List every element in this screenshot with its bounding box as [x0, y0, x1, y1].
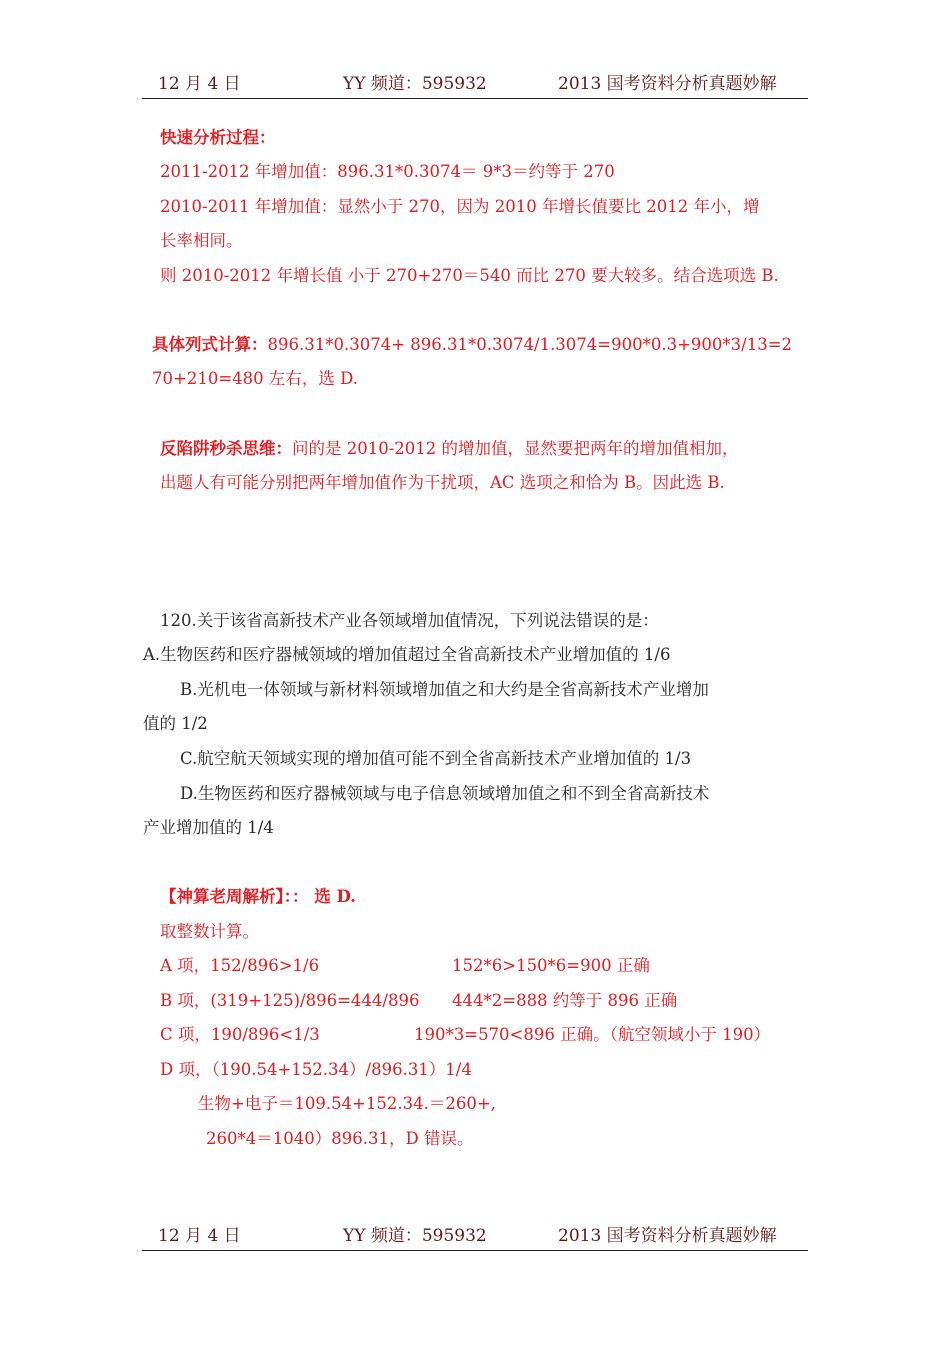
- calculation-line: 70+210=480 左右，选 D.: [152, 369, 359, 388]
- page-footer: [142, 1216, 808, 1251]
- analysis-heading: 【神算老周解析】：：: [160, 887, 309, 906]
- option-c: C.航空航天领域实现的增加值可能不到全省高新技术产业增加值的 1/3: [180, 749, 692, 768]
- option-a: A.生物医药和医疗器械领域的增加值超过全省高新技术产业增加值的 1/6: [143, 645, 671, 664]
- option-b: B.光机电一体领域与新材料领域增加值之和大约是全省高新技术产业增加: [180, 680, 709, 699]
- analysis-heading-line: [160, 885, 356, 909]
- analysis-item-c-check: 190*3=570<896 正确。（航空领域小于 190）: [414, 1025, 771, 1044]
- trap-heading: 反陷阱秒杀思维：: [160, 439, 292, 458]
- header-date: 12 月 4 日: [158, 74, 241, 94]
- option-d: D.生物医药和医疗器械领域与电子信息领域增加值之和不到全省高新技术: [180, 784, 710, 803]
- quick-analysis-line: 则 2010-2012 年增长值 小于 270+270＝540 而比 270 要大较多。结合选项选 B.: [160, 266, 779, 285]
- quick-analysis-heading: 快速分析过程：: [160, 128, 276, 147]
- question-stem: 120.关于该省高新技术产业各领域增加值情况，下列说法错误的是：: [160, 611, 659, 630]
- calculation-heading: 具体列式计算：: [152, 335, 268, 354]
- footer-date: 12 月 4 日: [158, 1226, 241, 1246]
- footer-title: 2013 国考资料分析真题妙解: [558, 1226, 777, 1246]
- trap-line: [160, 437, 739, 461]
- trap-text: 问的是 2010-2012 的增加值，显然要把两年的增加值相加，: [292, 439, 739, 458]
- calculation-line: [152, 333, 792, 357]
- analysis-item-d-detail: 260*4＝1040）896.31，D 错误。: [206, 1129, 474, 1148]
- analysis-intro: 取整数计算。: [160, 922, 259, 941]
- quick-analysis-line: 2010-2011 年增加值：显然小于 270，因为 2010 年增长值要比 2012 年小，增: [160, 197, 760, 216]
- header-title: 2013 国考资料分析真题妙解: [558, 74, 777, 94]
- analysis-item-a: A 项，152/896>1/6: [160, 956, 320, 975]
- header-yy-channel: YY 频道：595932: [343, 74, 487, 94]
- analysis-item-b: B 项，(319+125)/896=444/896: [160, 991, 420, 1010]
- analysis-item-d-detail: 生物+电子＝109.54+152.34.＝260+,: [198, 1094, 496, 1113]
- analysis-item-d: D 项，（190.54+152.34）/896.31）1/4: [160, 1060, 472, 1079]
- analysis-item-b-check: 444*2=888 约等于 896 正确: [452, 991, 678, 1010]
- page-header: [142, 64, 808, 99]
- footer-yy-channel: YY 频道：595932: [343, 1226, 487, 1246]
- analysis-item-a-check: 152*6>150*6=900 正确: [452, 956, 650, 975]
- trap-line: 出题人有可能分别把两年增加值作为干扰项，AC 选项之和恰为 B。因此选 B.: [160, 473, 725, 492]
- analysis-item-c: C 项，190/896<1/3: [160, 1025, 320, 1044]
- quick-analysis-line: 2011-2012 年增加值：896.31*0.3074＝ 9*3＝约等于 270: [160, 162, 615, 181]
- calculation-text: 896.31*0.3074+ 896.31*0.3074/1.3074=900*0.3+900*3/13=2: [267, 335, 793, 354]
- analysis-answer: 选 D.: [314, 887, 356, 906]
- option-b-continued: 值的 1/2: [143, 714, 208, 733]
- option-d-continued: 产业增加值的 1/4: [143, 818, 274, 837]
- quick-analysis-line: 长率相同。: [160, 231, 243, 250]
